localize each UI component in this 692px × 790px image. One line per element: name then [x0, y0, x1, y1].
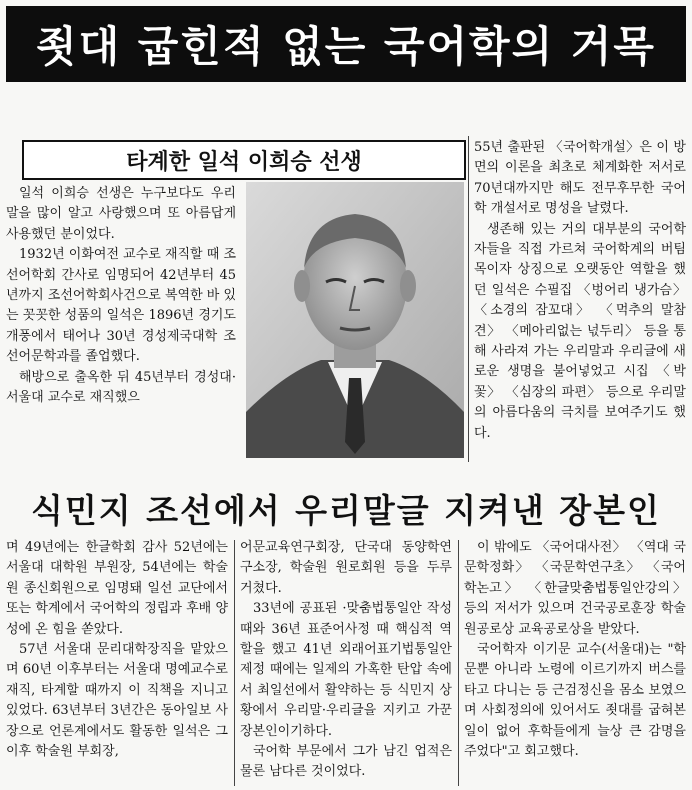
paragraph: 국어학 부문에서 그가 남긴 업적은 물론 남다른 것이었다.	[240, 744, 452, 780]
column-divider	[234, 540, 235, 786]
paragraph: 57년 서울대 문리대학장직을 맡았으며 60년 이후부터는 서울대 명예교수로 재직, 타계할 때까지 이 직책을 지니고 있었다. 63년부터 3년간은 동아일보 사장으로 언론계에서도 활동한 일석은 그 이후 학술원 부회장,	[6, 642, 228, 760]
paragraph: 33년에 공표된 ·맞춤법통일안 작성 때와 36년 표준어사정 때 핵심적 역할을 했고 41년 외래어표기법통일안 제정 때에는 일제의 가혹한 탄압 속에서 최일선에서 활약하는 등 식민지 상황에서 우리말·우리글을 지키고 가꾼 장본인이기하다.	[240, 601, 452, 739]
paragraph: 1932년 이화여전 교수로 재직할 때 조선어학회 간사로 임명되어 42년부터 45년까지 조선어학회사건으로 복역한 바 있는 꼿꼿한 성품의 일석은 1896년 경기도 개풍에서 태어나 30년 경성제국대학 조선어문학과를 졸업했다.	[6, 247, 236, 365]
paragraph: 일석 이희승 선생은 누구보다도 우리말을 많이 알고 사랑했으며 또 아름답게 사용했던 분이었다.	[6, 186, 236, 242]
lower-column-2	[240, 538, 452, 788]
paragraph: 생존해 있는 거의 대부분의 국어학자들을 직접 가르쳐 국어학계의 버팀목이자 상징으로 오랫동안 역할을 했던 일석은 수필집 〈벙어리 냉가슴〉 〈소경의 잠꼬대〉 〈먹추의 말참견〉 〈메아리없는 넋두리〉 등을 통해 사라져 가는 우리말과 우리글에 새로운 생명을 불어넣었고 시집 〈박꽃〉 〈심장의 파편〉 등으로 우리말의 아름다움의 극치를 보여주기도 했다.	[474, 221, 686, 441]
section-headline: 식민지 조선에서 우리말글 지켜낸 장본인	[31, 490, 661, 530]
column-divider	[458, 540, 459, 786]
paragraph: 국어학자 이기문 교수(서울대)는 "학문뿐 아니라 노령에 이르기까지 버스를 타고 다니는 등 근검정신을 몸소 보였으며 사회정의에 있어서도 죗대를 굽혀본 일이 없어 후학들에게 늘상 큰 감명을 주었다"고 회고했다.	[464, 642, 686, 760]
upper-left-column	[6, 184, 236, 460]
banner-title: 죗대 굽힌적 없는 국어학의 거목	[6, 6, 686, 82]
lower-column-3	[464, 538, 686, 788]
subtitle-box: 타계한 일석 이희승 선생	[22, 140, 466, 180]
column-divider	[468, 136, 469, 462]
paragraph: 해방으로 출옥한 뒤 45년부터 경성대·서울대 교수로 재직했으	[6, 369, 236, 406]
paragraph: 며 49년에는 한글학회 감사 52년에는 서울대 대학원 부원장, 54년에는 학술원 종신회원으로 임명돼 일선 교단에서 또는 학계에서 국어학의 정립과 후배 양성에 온 힘을 쏟았다.	[6, 540, 228, 637]
portrait-photo	[246, 182, 464, 458]
lower-column-1	[6, 538, 228, 788]
paragraph: 어문교육연구회장, 단국대 동양학연구소장, 학술원 원로회원 등을 두루 거쳤다.	[240, 540, 452, 596]
paragraph: 이 밖에도 〈국어대사전〉 〈역대 국문학정화〉 〈국문학연구초〉 〈국어학논고〉 〈한글맞춤법통일안강의〉 등의 저서가 있으며 건국공로훈장 학술원공로상 교육공로상을 받았다.	[464, 540, 686, 637]
paragraph: 55년 출판된 〈국어학개설〉은 이 방면의 이론을 최초로 체계화한 저서로 70년대까지만 해도 전무후무한 국어학 개설서로 명성을 날렸다.	[474, 140, 686, 217]
upper-right-column	[474, 138, 686, 462]
